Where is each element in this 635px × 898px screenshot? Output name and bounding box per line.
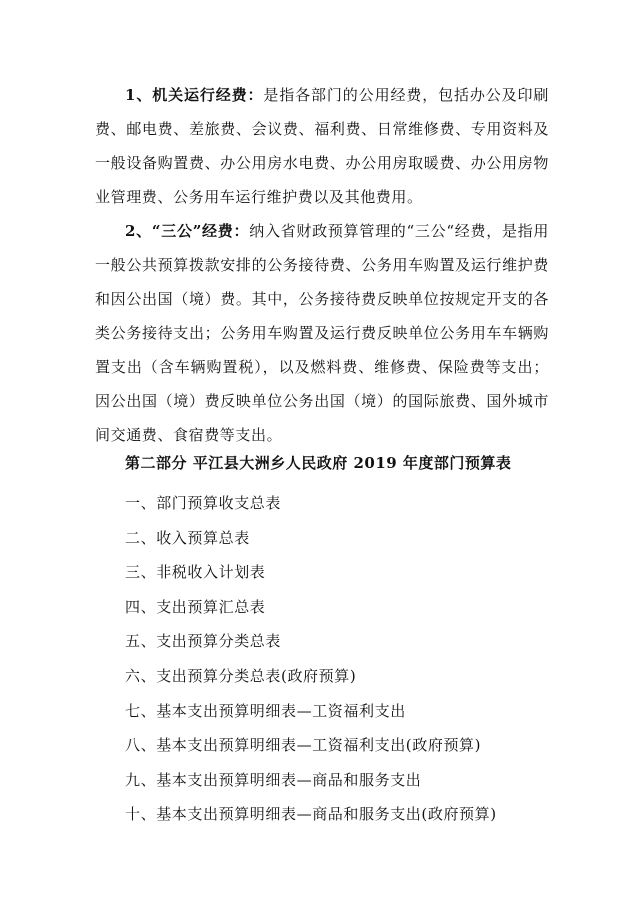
section-title: 第二部分 平江县大洲乡人民政府 2019 年度部门预算表	[125, 454, 512, 472]
term-definition: 是指各部门的公用经费，包括办公及印刷费、邮电费、差旅费、会议费、福利费、日常维修费、专用资料及一般设备购置费、办公用房水电费、办公用房取暖费、办公用房物业管理费、公务用车运行维护费以及其他费用。	[95, 86, 549, 206]
term-definition: 纳入省财政预算管理的“三公“经费，是指用一般公共预算拨款安排的公务接待费、公务用车购置及运行维护费和因公出国（境）费。其中，公务接待费反映单位按规定开支的各类公务接待支出；公务用车购置及运行费反映单位公务用车车辆购置支出（含车辆购置税），以及燃料费、维修费、保险费等支出；因公出国（境）费反映单位公务出国（境）的国际旅费、国外城市间交通费、食宿费等支出。	[95, 222, 550, 444]
list-item: 四、支出预算汇总表	[125, 597, 266, 616]
budget-table-list	[125, 486, 497, 832]
list-item: 九、基本支出预算明细表—商品和服务支出	[125, 770, 422, 789]
list-item: 一、部门预算收支总表	[125, 494, 282, 512]
list-item: 二、收入预算总表	[125, 528, 250, 547]
list-item: 十、基本支出预算明细表—商品和服务支出(政府预算)	[125, 805, 497, 824]
list-item: 七、基本支出预算明细表—工资福利支出	[125, 701, 406, 720]
paragraph-three-public-expenses	[95, 214, 549, 452]
term-label: 1、机关运行经费：	[125, 86, 264, 104]
list-item: 八、基本支出预算明细表—工资福利支出(政府预算)	[125, 736, 482, 755]
paragraph-operating-expenses	[95, 78, 549, 214]
list-item: 六、支出预算分类总表(政府预算)	[125, 666, 357, 685]
list-item: 五、支出预算分类总表	[125, 632, 282, 651]
term-label: 2、“三公”经费：	[125, 222, 250, 240]
list-item: 三、非税收入计划表	[125, 563, 266, 582]
